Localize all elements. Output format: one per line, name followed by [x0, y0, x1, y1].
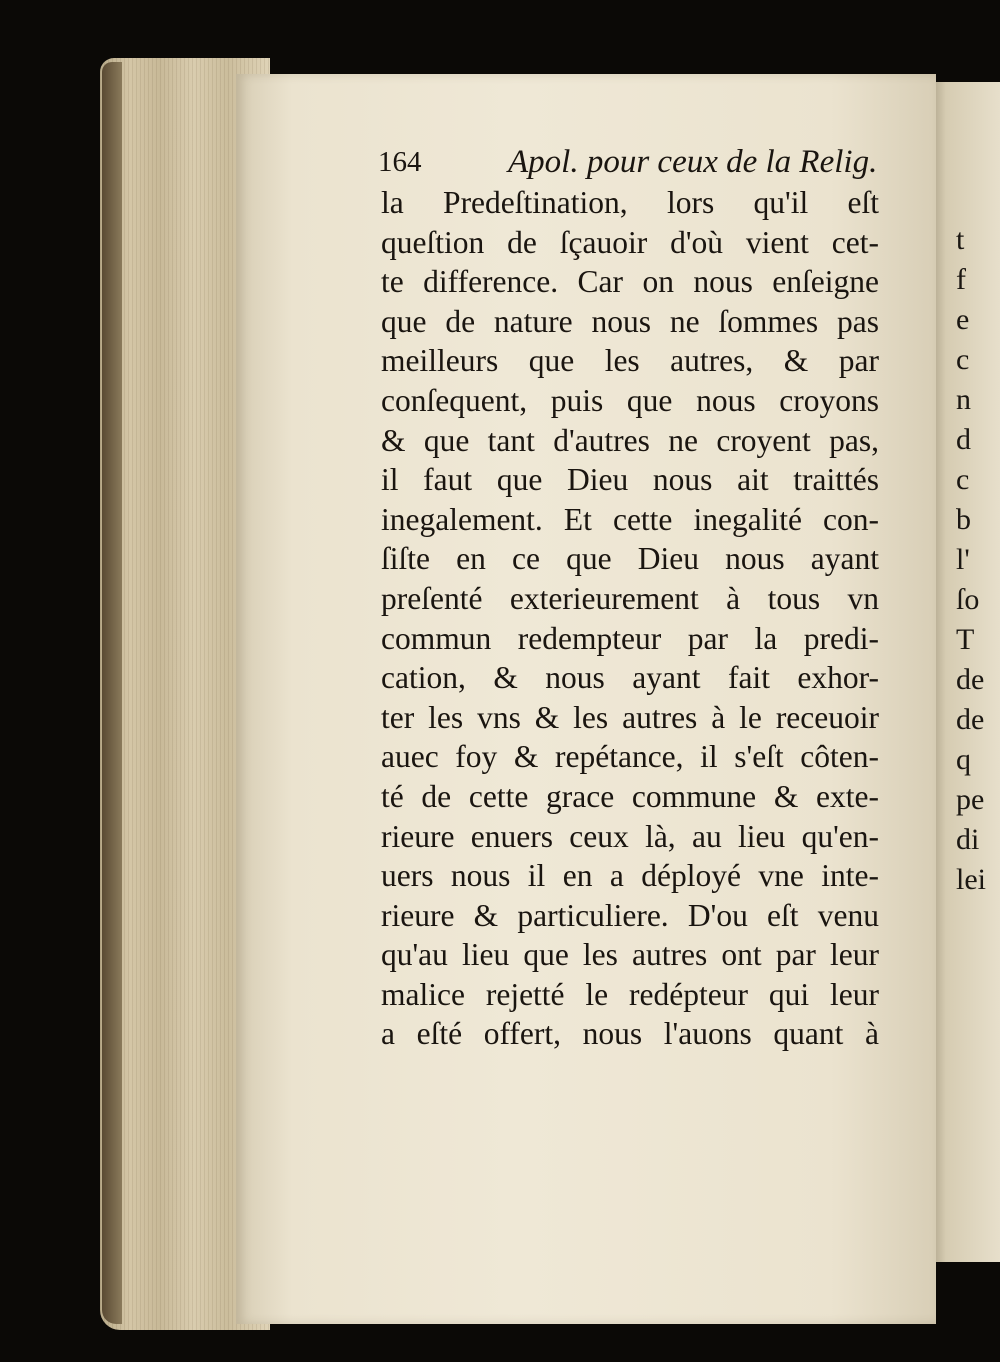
facing-line-fragment: q — [956, 743, 971, 776]
facing-line-fragment: de — [956, 663, 985, 696]
text-line: il faut que Dieu nous ait traittés — [381, 462, 879, 498]
text-line: ſiſte en ce que Dieu nous ayant — [381, 541, 879, 577]
facing-line-fragment: n — [956, 383, 971, 416]
facing-line-fragment: T — [956, 623, 975, 656]
text-line: malice rejetté le redépteur qui leur — [381, 976, 879, 1012]
facing-line-fragment: b — [956, 503, 971, 536]
facing-line-fragment: f — [956, 263, 966, 296]
text-line: & que tant d'autres ne croyent pas, — [381, 422, 879, 458]
text-line: te difference. Car on nous enſeigne — [381, 264, 879, 300]
facing-line-fragment: l' — [956, 543, 970, 576]
text-line: conſequent, puis que nous croyons — [381, 382, 879, 418]
text-line: la Predeſtination, lors qu'il eſt — [381, 185, 879, 220]
text-line: ter les vns & les autres à le receuoir — [381, 699, 879, 735]
facing-line-fragment: ſo — [956, 583, 980, 616]
text-line: té de cette grace commune & exte- — [381, 778, 879, 814]
text-line: cation, & nous ayant fait exhor- — [381, 660, 879, 696]
facing-line-fragment: c — [956, 463, 970, 496]
facing-line-fragment: pe — [956, 783, 985, 816]
text-line: rieure enuers ceux là, au lieu qu'en- — [381, 818, 879, 854]
text-line: rieure & particuliere. D'ou eſt venu — [381, 897, 879, 933]
book-cover-edge — [102, 62, 122, 1324]
text-line: preſenté exterieurement à tous vn — [381, 580, 879, 616]
facing-line-fragment: lei — [956, 863, 986, 896]
text-line: a eſté offert, nous l'auons quant à — [381, 1016, 879, 1052]
text-line: queſtion de ſçauoir d'où vient cet- — [381, 224, 879, 260]
text-line: uers nous il en a déployé vne inte- — [381, 858, 879, 894]
text-line: commun redempteur par la predi- — [381, 620, 879, 656]
page-number: 164 — [378, 146, 422, 178]
facing-line-fragment: e — [956, 303, 970, 336]
facing-line-fragment: t — [956, 223, 965, 256]
facing-line-fragment: de — [956, 703, 985, 736]
facing-line-fragment: d — [956, 423, 971, 456]
facing-page-text — [956, 220, 1000, 900]
text-line: inegalement. Et cette inegalité con- — [381, 501, 879, 537]
body-text — [381, 183, 879, 1054]
text-line: qu'au lieu que les autres ont par leur — [381, 937, 879, 973]
text-line: meilleurs que les autres, & par — [381, 343, 879, 379]
running-title: Apol. pour ceux de la Relig. — [508, 144, 878, 180]
running-head — [378, 140, 878, 184]
facing-line-fragment: di — [956, 823, 980, 856]
text-line: que de nature nous ne ſommes pas — [381, 303, 879, 339]
facing-line-fragment: c — [956, 343, 970, 376]
text-line: auec foy & repétance, il s'eſt côten- — [381, 739, 879, 775]
